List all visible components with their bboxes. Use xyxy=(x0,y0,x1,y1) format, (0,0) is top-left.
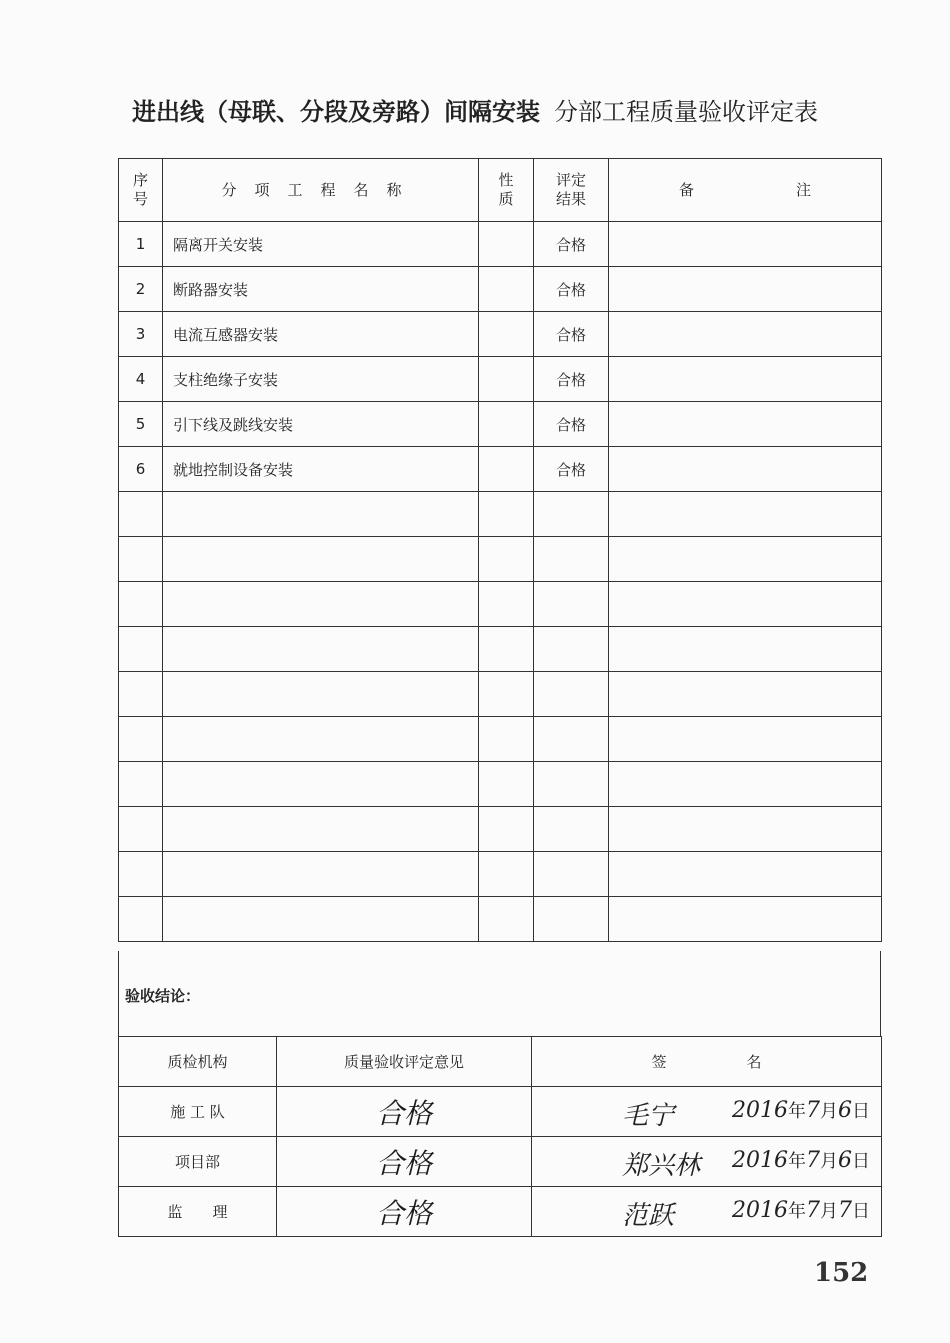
table-row xyxy=(119,672,882,717)
row-seq xyxy=(119,537,163,582)
row-name: 支柱绝缘子安装 xyxy=(163,357,479,402)
row-seq: 3 xyxy=(119,312,163,357)
row-opinion: 合格 xyxy=(277,1137,532,1187)
row-nature xyxy=(479,672,534,717)
row-remark xyxy=(609,672,882,717)
row-nature xyxy=(479,447,534,492)
row-name xyxy=(163,717,479,762)
row-opinion: 合格 xyxy=(277,1087,532,1137)
row-result xyxy=(534,897,609,942)
row-remark xyxy=(609,582,882,627)
row-name xyxy=(163,852,479,897)
signer-name: 毛宁 xyxy=(622,1101,675,1131)
row-result xyxy=(534,672,609,717)
table-row xyxy=(119,492,882,537)
row-result: 合格 xyxy=(534,357,609,402)
row-seq xyxy=(119,762,163,807)
row-seq: 5 xyxy=(119,402,163,447)
row-nature xyxy=(479,267,534,312)
row-remark xyxy=(609,807,882,852)
title-normal: 分部工程质量验收评定表 xyxy=(554,98,818,126)
table-row xyxy=(119,762,882,807)
items-header-row xyxy=(119,159,882,222)
row-seq xyxy=(119,627,163,672)
header-sign: 签 名 xyxy=(532,1037,882,1087)
sign-date: 2016年7月7日 xyxy=(732,1198,870,1223)
row-remark xyxy=(609,537,882,582)
row-remark xyxy=(609,492,882,537)
row-result: 合格 xyxy=(534,312,609,357)
table-row xyxy=(119,717,882,762)
signature-row xyxy=(119,1187,882,1237)
header-name: 分项工程名称 xyxy=(163,159,479,222)
sign-date: 2016年7月6日 xyxy=(732,1148,870,1173)
table-row xyxy=(119,897,882,942)
row-seq xyxy=(119,582,163,627)
table-row xyxy=(119,807,882,852)
table-row xyxy=(119,537,882,582)
row-org: 项目部 xyxy=(119,1137,277,1187)
row-nature xyxy=(479,807,534,852)
table-row xyxy=(119,852,882,897)
row-nature xyxy=(479,582,534,627)
signer-name: 郑兴林 xyxy=(622,1151,701,1181)
title-bold: 进出线（母联、分段及旁路）间隔安装 xyxy=(132,98,540,126)
signature-table xyxy=(118,1036,882,1237)
row-name: 引下线及跳线安装 xyxy=(163,402,479,447)
header-result: 评定结果 xyxy=(534,159,609,222)
row-nature xyxy=(479,762,534,807)
row-remark xyxy=(609,717,882,762)
header-opinion: 质量验收评定意见 xyxy=(277,1037,532,1087)
row-seq xyxy=(119,852,163,897)
signature-header-row xyxy=(119,1037,882,1087)
row-name xyxy=(163,672,479,717)
row-result xyxy=(534,852,609,897)
table-row xyxy=(119,357,882,402)
row-seq xyxy=(119,717,163,762)
row-seq: 4 xyxy=(119,357,163,402)
row-signature xyxy=(532,1087,882,1137)
row-remark xyxy=(609,222,882,267)
row-seq: 1 xyxy=(119,222,163,267)
row-seq: 2 xyxy=(119,267,163,312)
header-nature: 性质 xyxy=(479,159,534,222)
row-name xyxy=(163,627,479,672)
signature-row xyxy=(119,1087,882,1137)
row-nature xyxy=(479,537,534,582)
row-name xyxy=(163,807,479,852)
row-seq xyxy=(119,897,163,942)
row-result: 合格 xyxy=(534,447,609,492)
row-nature xyxy=(479,897,534,942)
row-name xyxy=(163,897,479,942)
row-remark xyxy=(609,267,882,312)
row-org: 施 工 队 xyxy=(119,1087,277,1137)
table-row xyxy=(119,447,882,492)
row-result: 合格 xyxy=(534,222,609,267)
conclusion-label: 验收结论： xyxy=(125,987,201,1005)
table-row xyxy=(119,267,882,312)
table-row xyxy=(119,402,882,447)
row-nature xyxy=(479,627,534,672)
row-result xyxy=(534,492,609,537)
table-row xyxy=(119,582,882,627)
row-remark xyxy=(609,402,882,447)
row-opinion: 合格 xyxy=(277,1187,532,1237)
row-name xyxy=(163,492,479,537)
row-nature xyxy=(479,312,534,357)
row-remark xyxy=(609,762,882,807)
signer-name: 范跃 xyxy=(622,1201,675,1231)
row-org: 监 理 xyxy=(119,1187,277,1237)
row-nature xyxy=(479,357,534,402)
row-remark xyxy=(609,897,882,942)
table-row xyxy=(119,312,882,357)
row-result xyxy=(534,717,609,762)
row-result xyxy=(534,537,609,582)
row-name xyxy=(163,762,479,807)
row-nature xyxy=(479,492,534,537)
row-nature xyxy=(479,717,534,762)
row-remark xyxy=(609,627,882,672)
row-result xyxy=(534,807,609,852)
table-row xyxy=(119,222,882,267)
conclusion-section xyxy=(118,951,881,1036)
row-signature xyxy=(532,1187,882,1237)
row-result xyxy=(534,582,609,627)
row-nature xyxy=(479,222,534,267)
row-remark xyxy=(609,312,882,357)
row-result: 合格 xyxy=(534,402,609,447)
row-nature xyxy=(479,852,534,897)
row-result: 合格 xyxy=(534,267,609,312)
row-remark xyxy=(609,357,882,402)
header-remark: 备 注 xyxy=(609,159,882,222)
page-number: 152 xyxy=(814,1258,869,1288)
row-nature xyxy=(479,402,534,447)
row-result xyxy=(534,627,609,672)
row-seq xyxy=(119,807,163,852)
row-name xyxy=(163,582,479,627)
row-name: 断路器安装 xyxy=(163,267,479,312)
items-table xyxy=(118,158,882,942)
row-seq: 6 xyxy=(119,447,163,492)
row-result xyxy=(534,762,609,807)
header-org: 质检机构 xyxy=(119,1037,277,1087)
row-seq xyxy=(119,672,163,717)
row-remark xyxy=(609,852,882,897)
signature-row xyxy=(119,1137,882,1187)
header-seq: 序号 xyxy=(119,159,163,222)
sign-date: 2016年7月6日 xyxy=(732,1098,870,1123)
table-row xyxy=(119,627,882,672)
row-signature xyxy=(532,1137,882,1187)
row-name: 隔离开关安装 xyxy=(163,222,479,267)
row-name: 就地控制设备安装 xyxy=(163,447,479,492)
row-name: 电流互感器安装 xyxy=(163,312,479,357)
row-remark xyxy=(609,447,882,492)
page-title xyxy=(0,92,950,127)
row-name xyxy=(163,537,479,582)
row-seq xyxy=(119,492,163,537)
